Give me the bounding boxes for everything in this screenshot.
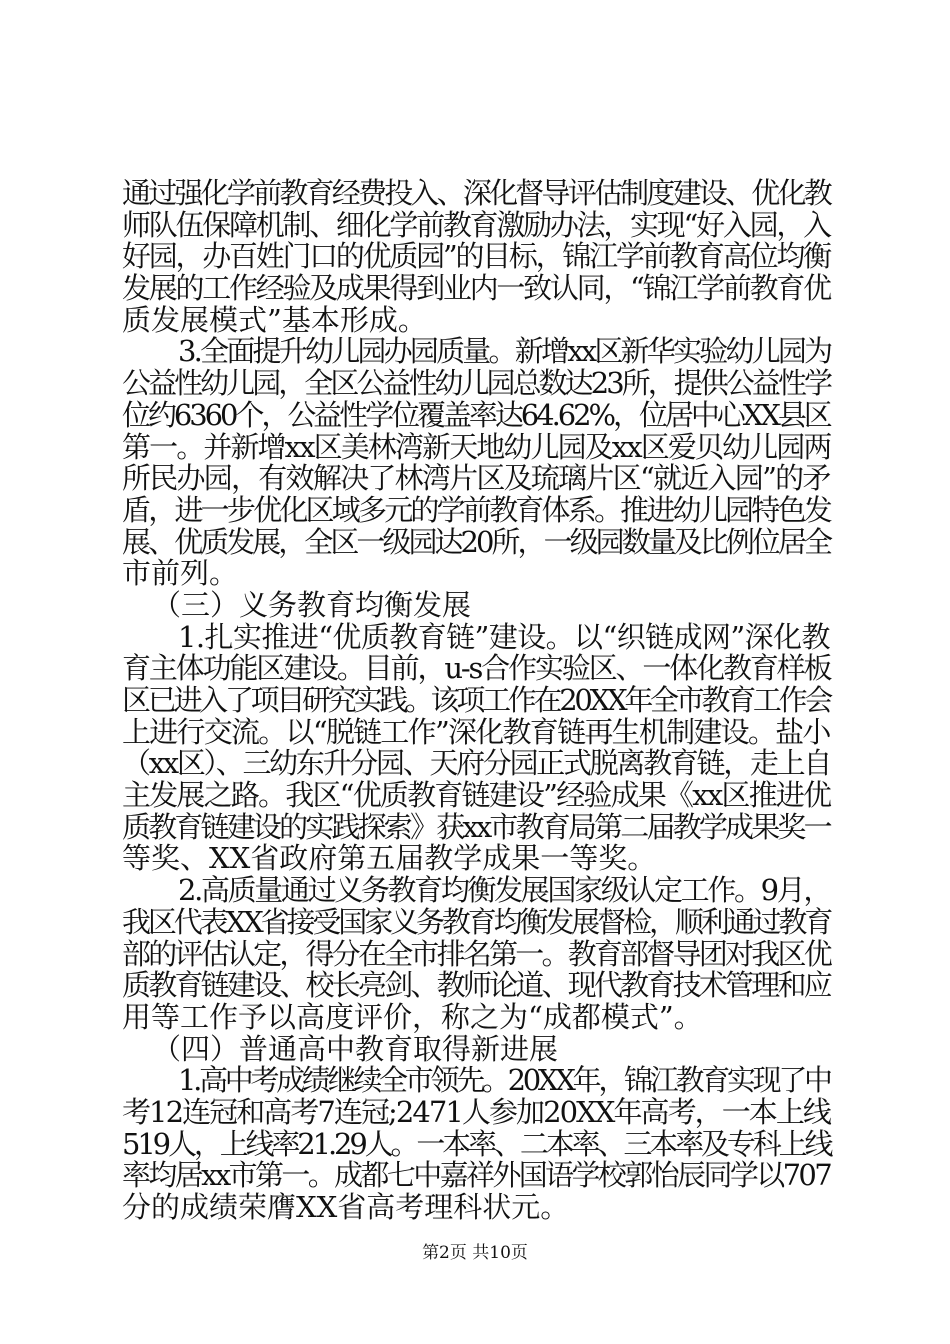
body-text-line: 市前列。	[122, 556, 239, 591]
paragraph-heading: 3.全面提升幼儿园办园质量。新增xx区新华实验幼儿园为	[178, 334, 831, 369]
paragraph-heading: 2.高质量通过义务教育均衡发展国家级认定工作。9月，	[178, 873, 831, 908]
body-text-line: 师队伍保障机制、细化学前教育激励办法，实现“好入园，入	[122, 207, 830, 242]
body-text-line: 盾，进一步优化区域多元的学前教育体系。推进幼儿园特色发	[122, 492, 830, 527]
body-text-line: 好园，办百姓门口的优质园”的目标，锦江学前教育高位均衡	[122, 239, 830, 274]
body-text-line: 用等工作予以高度评价，称之为“成都模式”。	[122, 999, 703, 1034]
page-number-footer: 第2页 共10页	[422, 1243, 528, 1263]
body-text-line: 等奖、XX省政府第五届教学成果一等奖。	[122, 841, 657, 876]
body-text-line: 质发展模式”基本形成。	[122, 302, 427, 337]
body-text-line: 位约6360个，公益性学位覆盖率达64.62%，位居中心XX县区	[122, 397, 830, 432]
body-text-line: 展、优质发展，全区一级园达20所，一级园数量及比例位居全	[122, 524, 831, 559]
paragraph-heading: 1.高中考成绩继续全市领先。20XX年，锦江教育实现了中	[178, 1063, 830, 1098]
body-text-line: 育主体功能区建设。目前，u-s合作实验区、一体化教育样板	[122, 651, 831, 686]
body-text-line: 发展的工作经验及成果得到业内一致认同，“锦江学前教育优	[122, 271, 830, 306]
body-text-line: 质教育链建设、校长亮剑、教师论道、现代教育技术管理和应	[122, 968, 830, 1003]
body-text-line: 率均居xx市第一。成都七中嘉祥外国语学校郭怡辰同学以707	[122, 1158, 831, 1193]
body-text-line: 519人，上线率21.29人。一本率、二本率、三本率及专科上线	[122, 1126, 831, 1161]
body-text-line: 分的成绩荣膺XX省高考理科状元。	[122, 1190, 570, 1224]
body-text-line: 主发展之路。我区“优质教育链建设”经验成果《xx区推进优	[122, 778, 831, 813]
body-text-line: 我区代表XX省接受国家义务教育均衡发展督检，顺利通过教育	[122, 904, 831, 939]
section-heading: （三）义务教育均衡发展	[152, 587, 472, 622]
body-text-line: 第一。并新增xx区美林湾新天地幼儿园及xx区爱贝幼儿园两	[122, 429, 831, 464]
body-text-line: 考12连冠和高考7连冠;2471人参加20XX年高考，一本上线	[122, 1094, 830, 1129]
body-text-line: 公益性幼儿园，全区公益性幼儿园总数达23所，提供公益性学	[122, 366, 831, 401]
body-text-line: 区已进入了项目研究实践。该项工作在20XX年全市教育工作会	[122, 683, 831, 717]
body-text-line: 上进行交流。以“脱链工作”深化教育链再生机制建设。盐小	[122, 714, 830, 749]
body-text-line: 部的评估认定，得分在全市排名第一。教育部督导团对我区优	[122, 936, 830, 971]
body-text-line: 所民办园，有效解决了林湾片区及琉璃片区“就近入园”的矛	[122, 461, 830, 496]
body-text-line: 质教育链建设的实践探索》获xx市教育局第二届教学成果奖一	[122, 809, 830, 844]
body-text-line: 通过强化学前教育经费投入、深化督导评估制度建设、优化教	[122, 176, 830, 210]
body-text-line: （xx区）、三幼东升分园、天府分园正式脱离教育链，走上自	[122, 746, 831, 781]
paragraph-heading: 1.扎实推进“优质教育链”建设。以“织链成网”深化教	[178, 619, 830, 654]
section-heading: （四）普通高中教育取得新进展	[152, 1031, 559, 1066]
